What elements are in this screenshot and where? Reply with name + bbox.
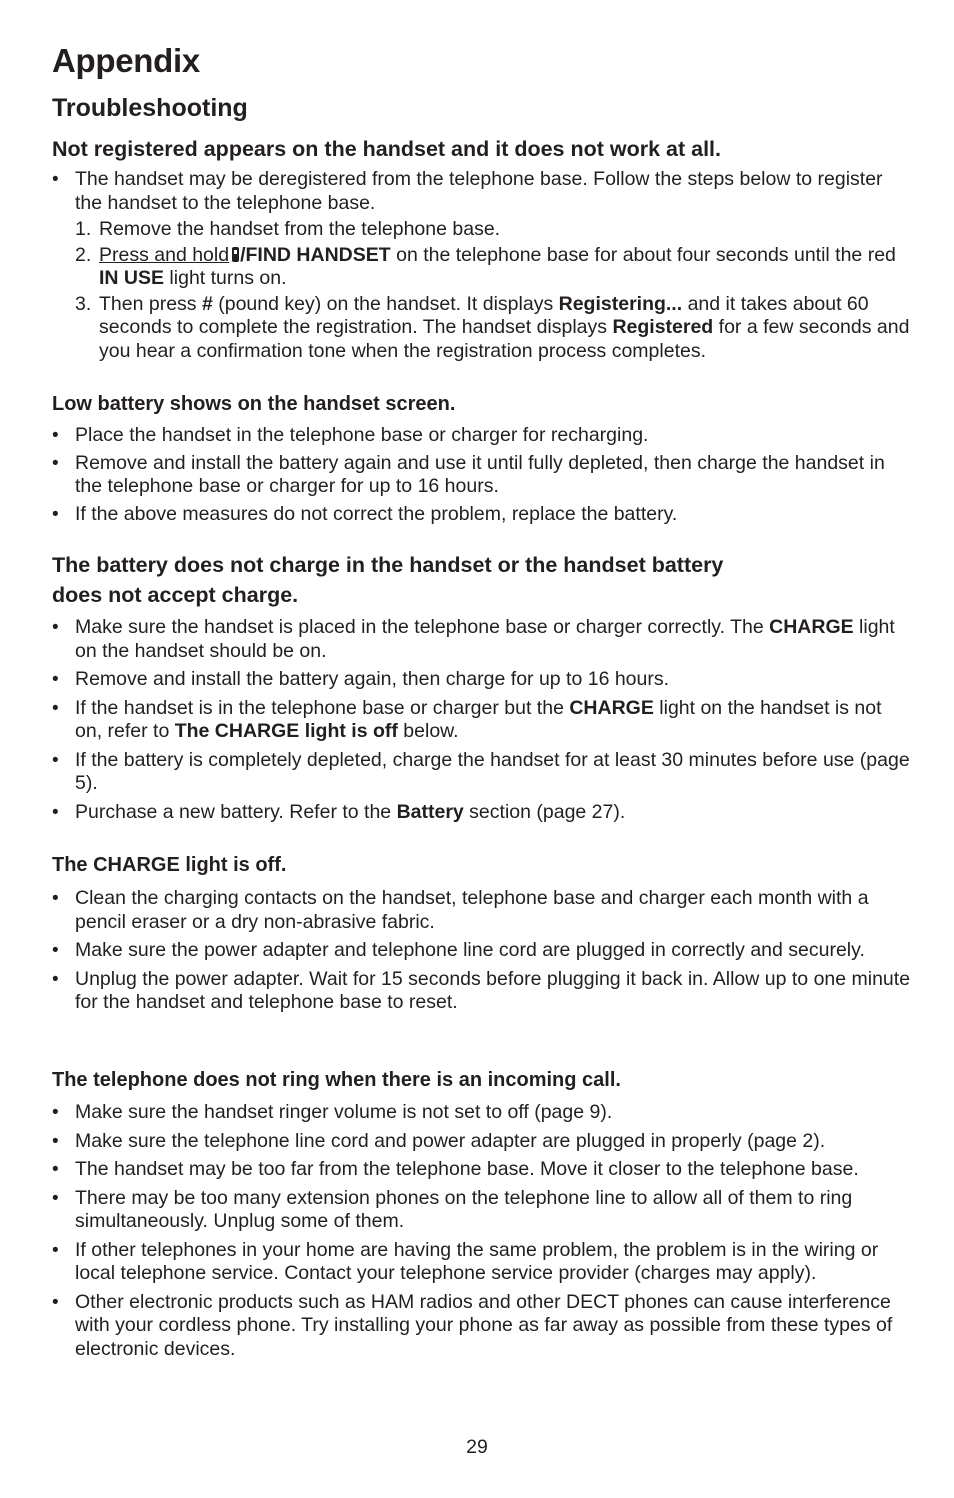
- no-ring-list: [52, 1101, 912, 1361]
- battery-not-charge-list: [52, 616, 912, 824]
- handset-icon: [232, 247, 239, 262]
- list-item: • Purchase a new battery. Refer to the Battery section (page 27).: [52, 801, 912, 825]
- section-title: Troubleshooting: [52, 94, 248, 122]
- no-ring-heading: The telephone does not ring when there is an incoming call.: [52, 1069, 621, 1091]
- page-number: 29: [466, 1436, 488, 1458]
- page-title: Appendix: [52, 42, 200, 79]
- list-item: • If the above measures do not correct the problem, replace the battery.: [52, 503, 912, 527]
- step-1: 1. Remove the handset from the telephone base.: [75, 218, 501, 240]
- list-item: • If the handset is in the telephone base or charger but the CHARGE light on the handset is not on, refer to The CHARGE light is off below.: [52, 697, 912, 744]
- list-item: • Unplug the power adapter. Wait for 15 seconds before plugging it back in. Allow up to one minute for the handset and telephone base to reset.: [52, 968, 912, 1015]
- charge-light-off-heading: The CHARGE light is off.: [52, 854, 287, 876]
- list-item: • Other electronic products such as HAM radios and other DECT phones can cause interference with your cordless phone. Try installing your phone as far away as possible from these types of electronic devices.: [52, 1291, 912, 1362]
- charge-light-off-list: [52, 887, 912, 1015]
- list-item: • Make sure the telephone line cord and power adapter are plugged in properly (page 2).: [52, 1130, 912, 1154]
- list-item: • Clean the charging contacts on the handset, telephone base and charger each month with a pencil eraser or a dry non-abrasive fabric.: [52, 887, 912, 934]
- list-item: • The handset may be deregistered from the telephone base. Follow the steps below to register the handset to the telephone base.: [52, 168, 912, 215]
- list-item: • If other telephones in your home are having the same problem, the problem is in the wiring or local telephone service. Contact your telephone service provider (charges may apply).: [52, 1239, 912, 1286]
- list-item: • Make sure the handset ringer volume is not set to off (page 9).: [52, 1101, 912, 1125]
- register-steps: [52, 218, 912, 363]
- list-item: • The handset may be too far from the telephone base. Move it closer to the telephone base.: [52, 1158, 912, 1182]
- step-3: 3. Then press # (pound key) on the handset. It displays Registering... and it takes about 60 seconds to complete the registration. The handset displays Registered for a few seconds and you hear a confirmation tone when the registration process completes.: [75, 292, 910, 362]
- list-item: • Make sure the power adapter and telephone line cord are plugged in correctly and securely.: [52, 939, 912, 963]
- low-battery-heading: Low battery shows on the handset screen.: [52, 393, 456, 415]
- step-2: 2. Press and hold /FIND HANDSET on the telephone base for about four seconds until the red IN USE light turns on.: [75, 243, 896, 289]
- battery-not-charge-heading: The battery does not charge in the handset or the handset battery does not accept charge.: [52, 553, 724, 607]
- list-item: • Place the handset in the telephone base or charger for recharging.: [52, 424, 912, 448]
- not-registered-list: [52, 168, 912, 215]
- list-item: • There may be too many extension phones on the telephone line to allow all of them to ring simultaneously. Unplug some of them.: [52, 1187, 912, 1234]
- list-item: • If the battery is completely depleted, charge the handset for at least 30 minutes before use (page 5).: [52, 749, 912, 796]
- list-item: • Remove and install the battery again, then charge for up to 16 hours.: [52, 668, 912, 692]
- not-registered-heading: Not registered appears on the handset and it does not work at all.: [52, 137, 722, 161]
- low-battery-list: [52, 424, 912, 526]
- list-item: • Make sure the handset is placed in the telephone base or charger correctly. The CHARGE light on the handset should be on.: [52, 616, 912, 663]
- list-item: • Remove and install the battery again and use it until fully depleted, then charge the handset in the telephone base or charger for up to 16 hours.: [52, 452, 912, 499]
